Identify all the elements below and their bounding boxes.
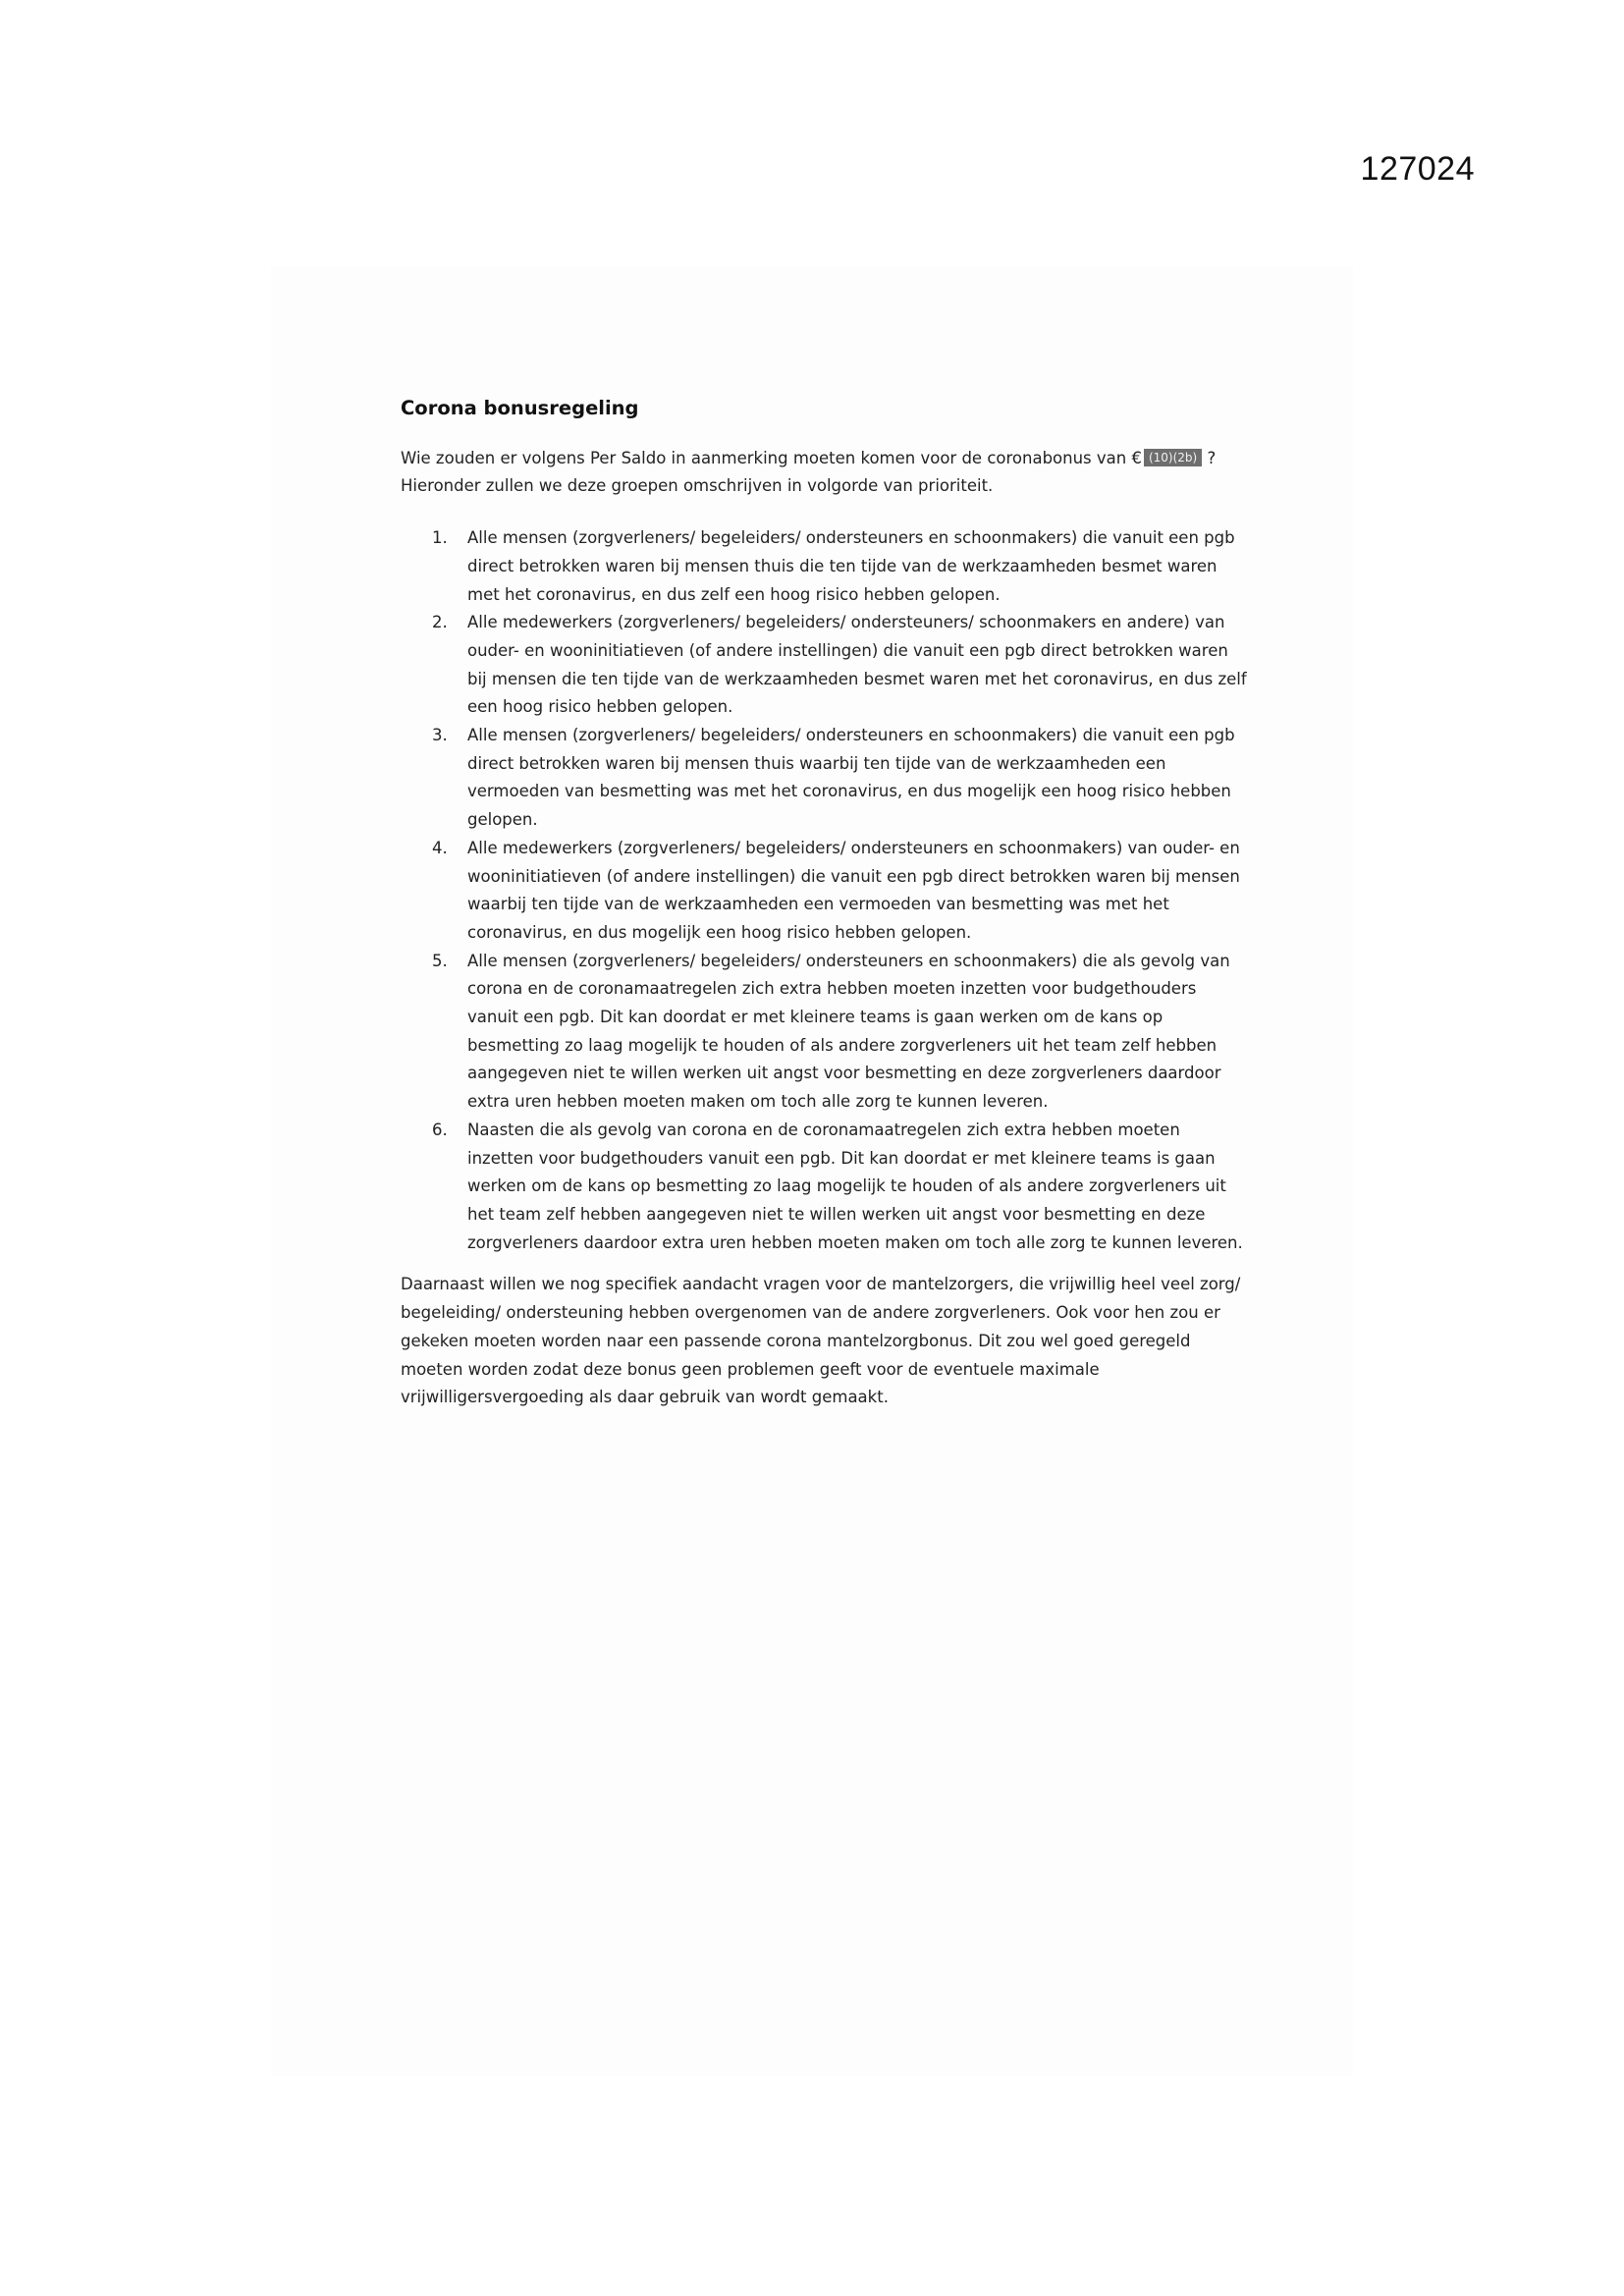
list-item-text: Alle mensen (zorgverleners/ begeleiders/ ondersteuners en schoonmakers) die vanuit een pgb direct betrokken waren bij mensen thuis die ten tijde van de werkzaamheden besmet waren met het coronavirus, en dus zelf een hoog risico hebben gelopen. [467,528,1235,604]
list-item-text: Alle mensen (zorgverleners/ begeleiders/ ondersteuners en schoonmakers) die vanuit een pgb direct betrokken waren bij mensen thuis waarbij ten tijde van de werkzaamheden een vermoeden van besmetting was met het coronavirus, en dus mogelijk een hoog risico hebben gelopen. [467,726,1235,830]
intro-line1-end: ? [1202,448,1217,467]
intro-line1-text: Wie zouden er volgens Per Saldo in aanmerking moeten komen voor de coronabonus van € [401,448,1142,467]
list-item-number: 1. [432,528,448,548]
list-item-number: 4. [432,838,448,857]
list-item-number: 6. [432,1120,448,1139]
document-number: 127024 [1360,150,1475,188]
list-item-text: Naasten die als gevolg van corona en de coronamaatregelen zich extra hebben moeten inzetten voor budgethouders vanuit een pgb. Dit kan doordat er met kleinere teams is gaan werken om de kans op besmetting zo laag mogelijk te houden of als andere zorgverleners uit het team zelf hebben aangegeven niet te willen werken uit angst voor besmetting en deze zorgverleners daardoor extra uren hebben moeten maken om toch alle zorg te kunnen leveren. [467,1120,1243,1252]
list-item-number: 2. [432,613,448,632]
list-item [401,524,1247,609]
list-item [401,1117,1247,1258]
priority-list [401,524,1247,1257]
closing-paragraph: Daarnaast willen we nog specifiek aandacht vragen voor de mantelzorgers, die vrijwillig heel veel zorg/ begeleiding/ ondersteuning hebben overgenomen van de andere zorgverleners. Ook voor hen zou er gekeken moeten worden naar een passende corona mantelzorgbonus. Dit zou wel goed geregeld moeten worden zodat deze bonus geen problemen geeft voor de eventuele maximale vrijwilligersvergoeding als daar gebruik van wordt gemaakt. [401,1275,1241,1407]
list-item-text: Alle medewerkers (zorgverleners/ begeleiders/ ondersteuners en schoonmakers) van ouder- en wooninitiatieven (of andere instellingen) die vanuit een pgb direct betrokken waren bij mensen waarbij ten tijde van de werkzaamheden een vermoeden van besmetting was met het coronavirus, en dus mogelijk een hoog risico hebben gelopen. [467,838,1240,942]
intro-paragraph [401,445,1247,501]
list-item-number: 3. [432,726,448,745]
redaction-box: (10)(2b) [1144,449,1202,466]
intro-line2-text: Hieronder zullen we deze groepen omschrijven in volgorde van prioriteit. [401,476,994,496]
list-item-number: 5. [432,951,448,970]
list-item-text: Alle medewerkers (zorgverleners/ begeleiders/ ondersteuners/ schoonmakers en andere) van ouder- en wooninitiatieven (of andere instellingen) die vanuit een pgb direct betrokken waren bij mensen die ten tijde van de werkzaamheden besmet waren met het coronavirus, en dus zelf een hoog risico hebben gelopen. [467,613,1247,717]
list-item [401,609,1247,722]
document-title: Corona bonusregeling [401,397,639,419]
list-item [401,835,1247,948]
list-item [401,722,1247,835]
list-item-text: Alle mensen (zorgverleners/ begeleiders/ ondersteuners en schoonmakers) die als gevolg van corona en de coronamaatregelen zich extra hebben moeten inzetten voor budgethouders vanuit een pgb. Dit kan doordat er met kleinere teams is gaan werken om de kans op besmetting zo laag mogelijk te houden of als andere zorgverleners uit het team zelf hebben aangegeven niet te willen werken uit angst voor besmetting en deze zorgverleners daardoor extra uren hebben moeten maken om toch alle zorg te kunnen leveren. [467,951,1230,1112]
document-body [401,395,1247,1412]
list-item [401,948,1247,1117]
